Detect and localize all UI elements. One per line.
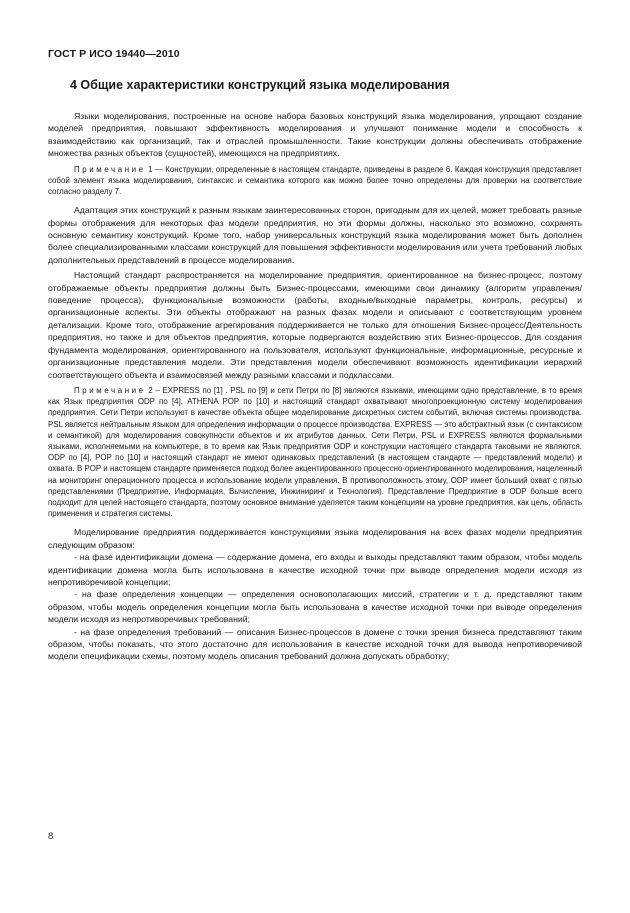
paragraph-scope: Настоящий стандарт распространяется на моделирование предприятия, ориентированное на бизнес-процесс, поэтому отображаемые объекты предприятия должны быть Бизнес-процессами, имеющими свои динамику (алгоритм управления/поведение процесса), функциональные возможности (работы, входные/выходные параметры, контроль, ресурсы) и организационные аспекты. Эти объекты отображают на разных фазах модели и описывают с соответствующим уровнем детализации. Кроме того, отображение агрегирования поддерживается не только для отношения Бизнес-процесс/Деятельность предприятия, но также и для объектов предприятия, которые подвергаются воздействию этих Бизнес-процессов. Для создания фундамента моделирования, ориентированного на пользователя, используют функциональные, информационные, ресурсные и организационные представления модели. Эти представления модели обеспечивают возможность идентификации иерархий соответствующего объекта и взаимосвязей между разными классами и подклассами. bbox=[48, 270, 582, 380]
note-2-text: 2 – EXPRESS по [1] . PSL по [9] и сети Петри по [8] являются языками, имеющими одно представление, в то время как Язык предприятия ODP по [4], ATHENA POP по [10] и настоящий стандарт охватывают многопроекционную систему моделирования предприятия. Сети Петри используют в качестве объекта общее моделирование дискретных систем событий, включая системы производства. PSL является нейтральным языком для определения информации о процессе производства. EXPRESS — это абстрактный язык (с синтаксисом и семантикой) для моделирования совокупности объектов и их атрибутов данных. Сети Петри, PSL и EXPRESS являются формальными языками, исполняемыми на компьютере, в то время как Язык предприятия ODP и конструкции настоящего стандарта таковыми не являются. ODP по [4], POP по [10] и настоящий стандарт не имеют одинаковых представлений (в настоящем стандарте — представлений модели) и охвата. В POP и настоящем стандарте применяется подход более акцентированного процессно-ориентированного моделирования, нацеленный на мониторинг операционного процесса и использование модели управления. В противоположность этому, ODP имеет больший охват с пятью представлениями (Предприятие, Информация, Вычисление, Инжиниринг и Технология). Представление Предприятие в ODP больше всего подходит для целей настоящего стандарта, поэтому основное внимание уделяется таким концепциям на уровне предприятия, как цель, область применения и стратегия системы. bbox=[48, 385, 582, 519]
body-text bbox=[48, 110, 582, 663]
list-item-requirements-definition: - на фазе определения требований — описания Бизнес-процессов в домене с точки зрения бизнеса представляют таким образом, чтобы показать, что этого достаточно для использования в качестве исходной точки для вывода непротиворечивой модели спецификации схемы, поэтому модель описания требований должна допускать обработку; bbox=[48, 626, 582, 662]
document-header: ГОСТ Р ИСО 19440—2010 bbox=[48, 48, 180, 60]
paragraph-phases-intro: Моделирование предприятия поддерживается конструкциями языка моделирования на всех фазах модели предприятия следующим образом: bbox=[48, 527, 582, 550]
note-1-label: Примечание bbox=[74, 164, 146, 174]
paragraph-adaptation: Адаптация этих конструкций к разным языкам заинтересованных сторон, пригодным для их целей, может требовать разные формы отображения для некоторых фаз модели предприятия, но эти формы должны, насколько это возможно, сохранять основную семантику конструкций. Кроме того, набор универсальных конструкций языка моделирования может быть дополнен более специализированными классами конструкций для повышения эффективности моделирования или учета требований любых дополнительных представлений в процессе моделирования. bbox=[48, 205, 582, 265]
note-1-text: 1 — Конструкции, определенные в настоящем стандарте, приведены в разделе 6. Каждая конструкция представляет собой элемент языка моделирования, синтаксис и семантика которого как можно более точно определены для проверки на соответствие согласно разделу 7. bbox=[48, 164, 582, 197]
page-number: 8 bbox=[48, 831, 54, 842]
list-item-concept-definition: - на фазе определения концепции — определения основополагающих миссий, стратегии и т. д. представляют таким образом, чтобы модель определения концепции могла быть использована в качестве исходной точки при выводе определения модели исходя из непротиворечивых требований; bbox=[48, 589, 582, 625]
note-2 bbox=[48, 385, 582, 519]
list-item-domain-identification: - на фазе идентификации домена — содержание домена, его входы и выходы представляют таким образом, чтобы модель идентификации домена могла быть использована в качестве исходной точки при выводе определения модели исходя из непротиворечивой концепции; bbox=[48, 552, 582, 587]
paragraph-intro: Языки моделирования, построенные на основе набора базовых конструкций языка моделирования, упрощают создание моделей предприятия, повышают эффективность моделирования и улучшают понимание модели и способность к взаимодействию как организаций, так и отраслей промышленности. Такие конструкции должны обеспечивать отображение множества разных объектов (сущностей), имеющихся на предприятиях. bbox=[48, 111, 582, 159]
note-2-label: Примечание bbox=[74, 385, 146, 395]
section-title: 4 Общие характеристики конструкций языка моделирования bbox=[70, 78, 450, 92]
note-1 bbox=[48, 164, 582, 198]
